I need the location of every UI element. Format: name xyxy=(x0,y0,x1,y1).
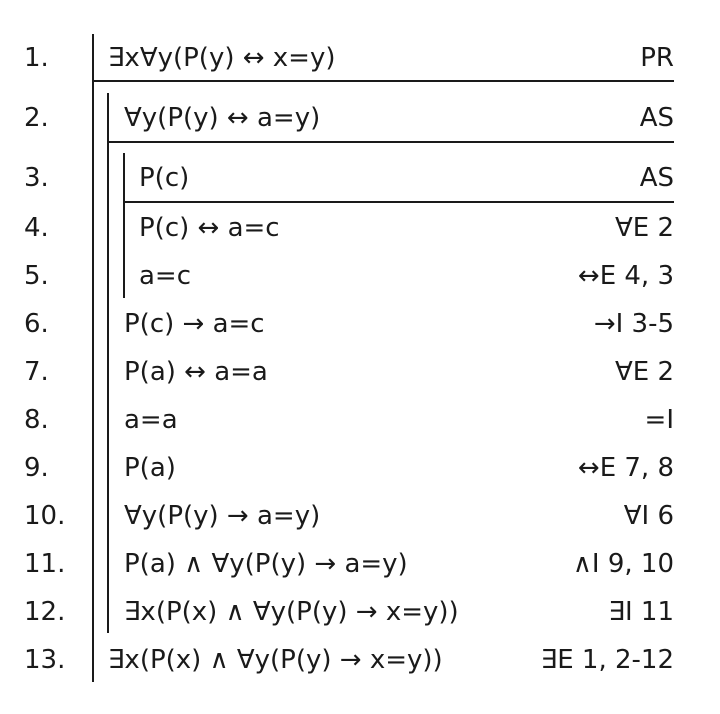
proof-line xyxy=(0,348,720,396)
proof-line xyxy=(0,396,720,444)
line-number: 11. xyxy=(24,549,66,579)
line-justification: ∧I 9, 10 xyxy=(572,549,674,579)
proof-line xyxy=(0,300,720,348)
line-number: 1. xyxy=(24,43,49,73)
line-formula: a=c xyxy=(139,261,192,291)
line-justification: AS xyxy=(639,103,674,133)
proof-line xyxy=(0,444,720,492)
line-justification: ↔E 7, 8 xyxy=(577,453,674,483)
line-justification: ∀I 6 xyxy=(623,501,674,531)
line-formula: ∃x∀y(P(y) ↔ x=y) xyxy=(108,43,336,73)
line-number: 10. xyxy=(24,501,66,531)
line-justification: ∃E 1, 2-12 xyxy=(540,645,674,675)
proof-line xyxy=(0,94,720,142)
proof-line xyxy=(0,492,720,540)
line-formula: P(c) ↔ a=c xyxy=(139,213,280,243)
line-formula: ∃x(P(x) ∧ ∀y(P(y) → x=y)) xyxy=(124,597,459,627)
line-justification: =I xyxy=(644,405,674,435)
line-number: 12. xyxy=(24,597,66,627)
line-justification: ↔E 4, 3 xyxy=(577,261,674,291)
proof-line xyxy=(0,588,720,636)
proof-line xyxy=(0,204,720,252)
line-formula: ∃x(P(x) ∧ ∀y(P(y) → x=y)) xyxy=(108,645,443,675)
proof-line xyxy=(0,154,720,202)
line-number: 9. xyxy=(24,453,49,483)
line-number: 7. xyxy=(24,357,49,387)
line-number: 4. xyxy=(24,213,49,243)
line-formula: P(a) xyxy=(124,453,176,483)
proof-line xyxy=(0,636,720,684)
line-justification: ∃I 11 xyxy=(608,597,674,627)
proof-line xyxy=(0,34,720,82)
line-justification: ∀E 2 xyxy=(614,357,674,387)
line-justification: ∀E 2 xyxy=(614,213,674,243)
line-formula: ∀y(P(y) → a=y) xyxy=(124,501,321,531)
line-justification: PR xyxy=(640,43,674,73)
line-number: 6. xyxy=(24,309,49,339)
line-number: 5. xyxy=(24,261,49,291)
line-justification: →I 3-5 xyxy=(593,309,674,339)
line-formula: P(a) ↔ a=a xyxy=(124,357,268,387)
line-formula: P(c) xyxy=(139,163,190,193)
line-number: 8. xyxy=(24,405,49,435)
proof-line xyxy=(0,252,720,300)
proof-line xyxy=(0,540,720,588)
line-formula: ∀y(P(y) ↔ a=y) xyxy=(124,103,321,133)
line-justification: AS xyxy=(639,163,674,193)
line-number: 3. xyxy=(24,163,49,193)
line-formula: P(a) ∧ ∀y(P(y) → a=y) xyxy=(124,549,408,579)
line-number: 2. xyxy=(24,103,49,133)
line-formula: a=a xyxy=(124,405,178,435)
line-formula: P(c) → a=c xyxy=(124,309,265,339)
line-number: 13. xyxy=(24,645,66,675)
